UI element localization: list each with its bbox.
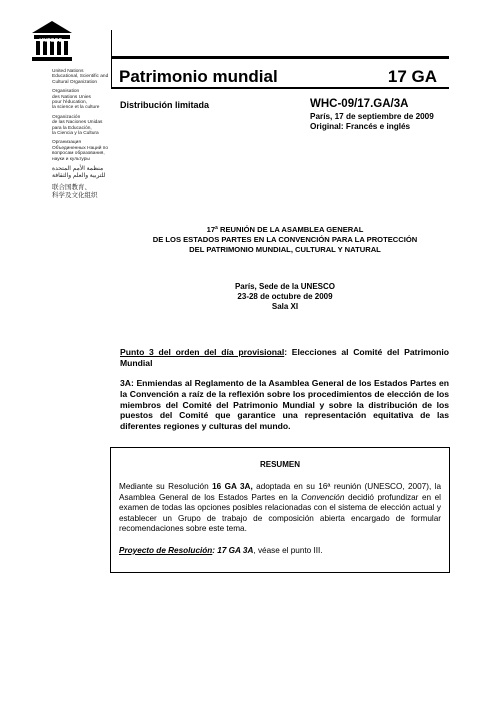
summary-text-1: Mediante su Resolución bbox=[119, 482, 213, 491]
document-date: París, 17 de septiembre de 2009 bbox=[310, 112, 434, 121]
summary-title: RESUMEN bbox=[259, 460, 300, 469]
agenda-item-label: Punto 3 del orden del día provisional bbox=[120, 347, 285, 357]
summary-text-2: adoptada en su 16ª reunión (UNESCO, 2007), la Asamblea General de los Estados Partes en la bbox=[119, 482, 442, 502]
summary-box bbox=[110, 447, 450, 573]
agenda-item bbox=[120, 347, 449, 369]
meeting-line-1: 17ª REUNIÓN DE LA ASAMBLEA GENERAL bbox=[206, 225, 364, 234]
agenda-item-text: : Elecciones al Comité del Patrimonio Mundial bbox=[120, 347, 449, 368]
header-code: 17 GA bbox=[387, 67, 437, 86]
header-title: Patrimonio mundial bbox=[119, 67, 278, 86]
org-name-arabic: منظمة الأمم المتحدة للتربية والعلم والثقافة bbox=[52, 166, 106, 180]
draft-resolution-label: Proyecto de Resolución bbox=[119, 546, 213, 555]
meeting-venue bbox=[120, 282, 450, 311]
org-name-russian: Организация Объединенных Наций по вопросам образования, науки и культуры bbox=[52, 140, 108, 162]
meeting-heading bbox=[120, 225, 450, 254]
logo-lettering: UNESCO bbox=[39, 38, 63, 44]
document-original-language: Original: Francés e inglés bbox=[310, 122, 411, 131]
organization-sidebar bbox=[27, 20, 115, 204]
summary-text-3: decidió profundizar en el examen de todas las opciones posibles relacionadas con el sistema de elección actual y establecer un Grupo de trabajo de composición abierta encargado de formular recomendaciones sobre este tema. bbox=[119, 492, 441, 534]
item-3a-description: 3A: Enmiendas al Reglamento de la Asamblea General de los Estados Partes en la Convención a raíz de la reflexión sobre los procedimientos de elección de los miembros del Comité del Patrimonio Mundial y sobre la distribución de los puestos del Comité que garantice una representación equitativa de las diferentes regiones y culturas del mundo. bbox=[120, 378, 449, 432]
org-name-chinese: 联合国教育、 科学及文化组织 bbox=[52, 184, 98, 200]
org-name-spanish: Organización de las Naciones Unidas para la Educación, la Ciencia y la Cultura bbox=[52, 114, 103, 137]
venue-dates: 23-28 de octubre de 2009 bbox=[237, 291, 333, 301]
document-header bbox=[111, 56, 449, 89]
summary-convention: Convención bbox=[301, 492, 345, 502]
summary-body bbox=[119, 482, 441, 535]
summary-resolution: 16 GA 3A, bbox=[212, 482, 253, 491]
document-meta bbox=[310, 112, 434, 132]
draft-resolution-line bbox=[119, 546, 323, 555]
distribution-label: Distribución limitada bbox=[120, 100, 210, 110]
org-name-english: United Nations Educational, Scientific and Cultural Organization bbox=[52, 69, 109, 85]
document-reference: WHC-09/17.GA/3A bbox=[310, 98, 409, 110]
draft-resolution-rest: , véase el punto III. bbox=[253, 546, 323, 555]
draft-resolution-code: : 17 GA 3A bbox=[212, 546, 254, 555]
meeting-line-3: DEL PATRIMONIO MUNDIAL, CULTURAL Y NATURAL bbox=[189, 244, 381, 254]
org-name-french: Organisation des Nations Unies pour l'éducation, la science et la culture bbox=[52, 89, 100, 111]
venue-room: Sala XI bbox=[271, 301, 299, 311]
venue-place: París, Sede de la UNESCO bbox=[234, 282, 336, 291]
meeting-line-2: DE LOS ESTADOS PARTES EN LA CONVENCIÓN PARA LA PROTECCIÓN bbox=[152, 234, 418, 244]
